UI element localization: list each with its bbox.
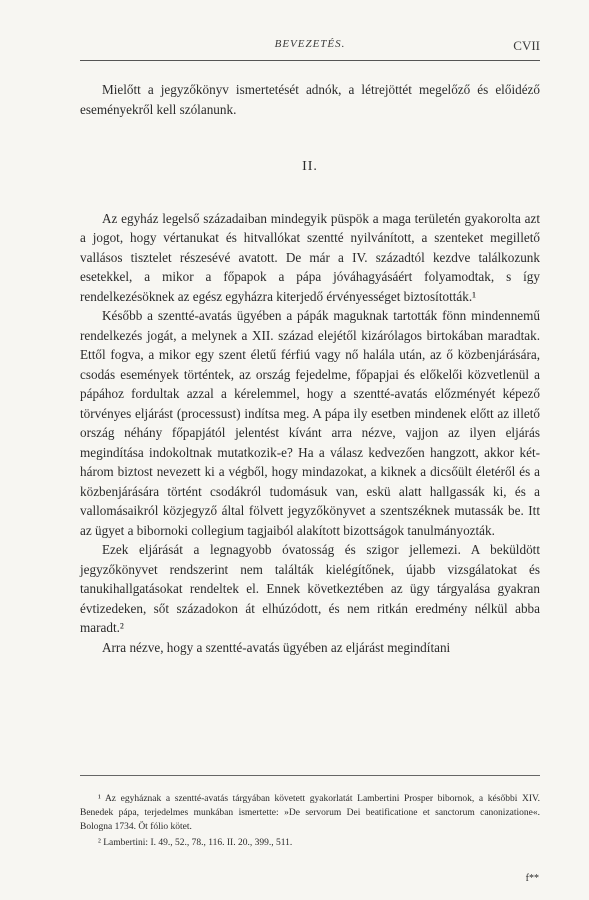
intro-paragraph: Mielőtt a jegyzőkönyv ismertetését adnók, a létrejöttét megelőző és előidéző eseményekről kell szólanunk. xyxy=(80,82,540,117)
footnotes xyxy=(80,792,540,852)
paragraph: Ezek eljárását a legnagyobb óvatosság és szigor jellemezi. A beküldött jegyzőkönyvet rendszerint nem találták kielégítőnek, újabb vizsgálatokat és tanukihallgatásokat rendeltek el. Ennek következtében az ügy tárgyalása gyakran évtizedeken, sőt századokon át elhúzódott, és nem ritkán eredmény nélkül abba maradt.² xyxy=(80,542,540,635)
body-text xyxy=(80,80,540,657)
footnote: ² Lambertini: I. 49., 52., 78., 116. II. 20., 399., 511. xyxy=(98,838,293,848)
footnote: ¹ Az egyháznak a szentté-avatás tárgyában követett gyakorlatát Lambertini Prosper bibornok, a későbbi XIV. Benedek pápa, terjedelmes munkában ismertette: »De servorum Dei beatificatione et sanctorum canonizatione«. Bologna 1734. Öt fólio kötet. xyxy=(80,794,540,832)
header-rule xyxy=(80,60,540,61)
section-number: II. xyxy=(302,159,318,174)
footnote-rule xyxy=(80,775,540,776)
running-title: BEVEZETÉS. xyxy=(274,38,346,50)
paragraph: Az egyház legelső századaiban mindegyik püspök a maga területén gyakorolta azt a jogot, hogy vértanukat és hitvallókat szentté nyilvánított, a szenteket megillető vallásos tisztelet részesévé avatott. De már a IV. századtól kezdve találkozunk esetekkel, a mikor a főpapok a pápa jóváhagyásáért folyamodtak, s így rendelkezésöknek az egész egyházra kiterjedő érvényességet biztosították.¹ xyxy=(80,210,540,304)
page-header xyxy=(80,38,540,60)
paragraph: Arra nézve, hogy a szentté-avatás ügyében az eljárást megindítani xyxy=(102,639,451,655)
paragraph: Később a szentté-avatás ügyében a pápák maguknak tartották fönn mindennemű rendelkezés jogát, a melynek a XII. század elejétől kizárólagos birtokában maradtak. Ettől fogva, a mikor egy szent életű férfiú vagy nő halála után, az ő közbenjárására, csodás események történtek, az ország fejedelme, főpapjai és előkelői közvetlenül a pápához fordultak azzal a kérelemmel, hogy a szentté-avatás előzményét képező törvényes eljárást (processust) indítsa meg. A pápa ily esetben mindenek előtt az illető ország néhány főpapjától jelentést kívánt arra nézve, vajjon az ilyen eljárás megindítása indokoltnak mutatkozik-e? Ha a válasz kedvezően hangzott, akkor két-három biztost nevezett ki a végből, hogy mindazokat, a kiknek a dicsőült életéről és a közbenjárására történt csodákról tudomásuk van, eskü alatt hallgassák ki, és a vallomásaikról közjegyző által fölvett jegyzőkönyvet a szentszéknek mutassák be. Itt az ügyet a bibornoki collegium tagjaiból alakított bizottságok tanulmányozták. xyxy=(80,308,540,538)
page-number: CVII xyxy=(513,38,540,53)
signature-mark: f** xyxy=(525,873,539,884)
